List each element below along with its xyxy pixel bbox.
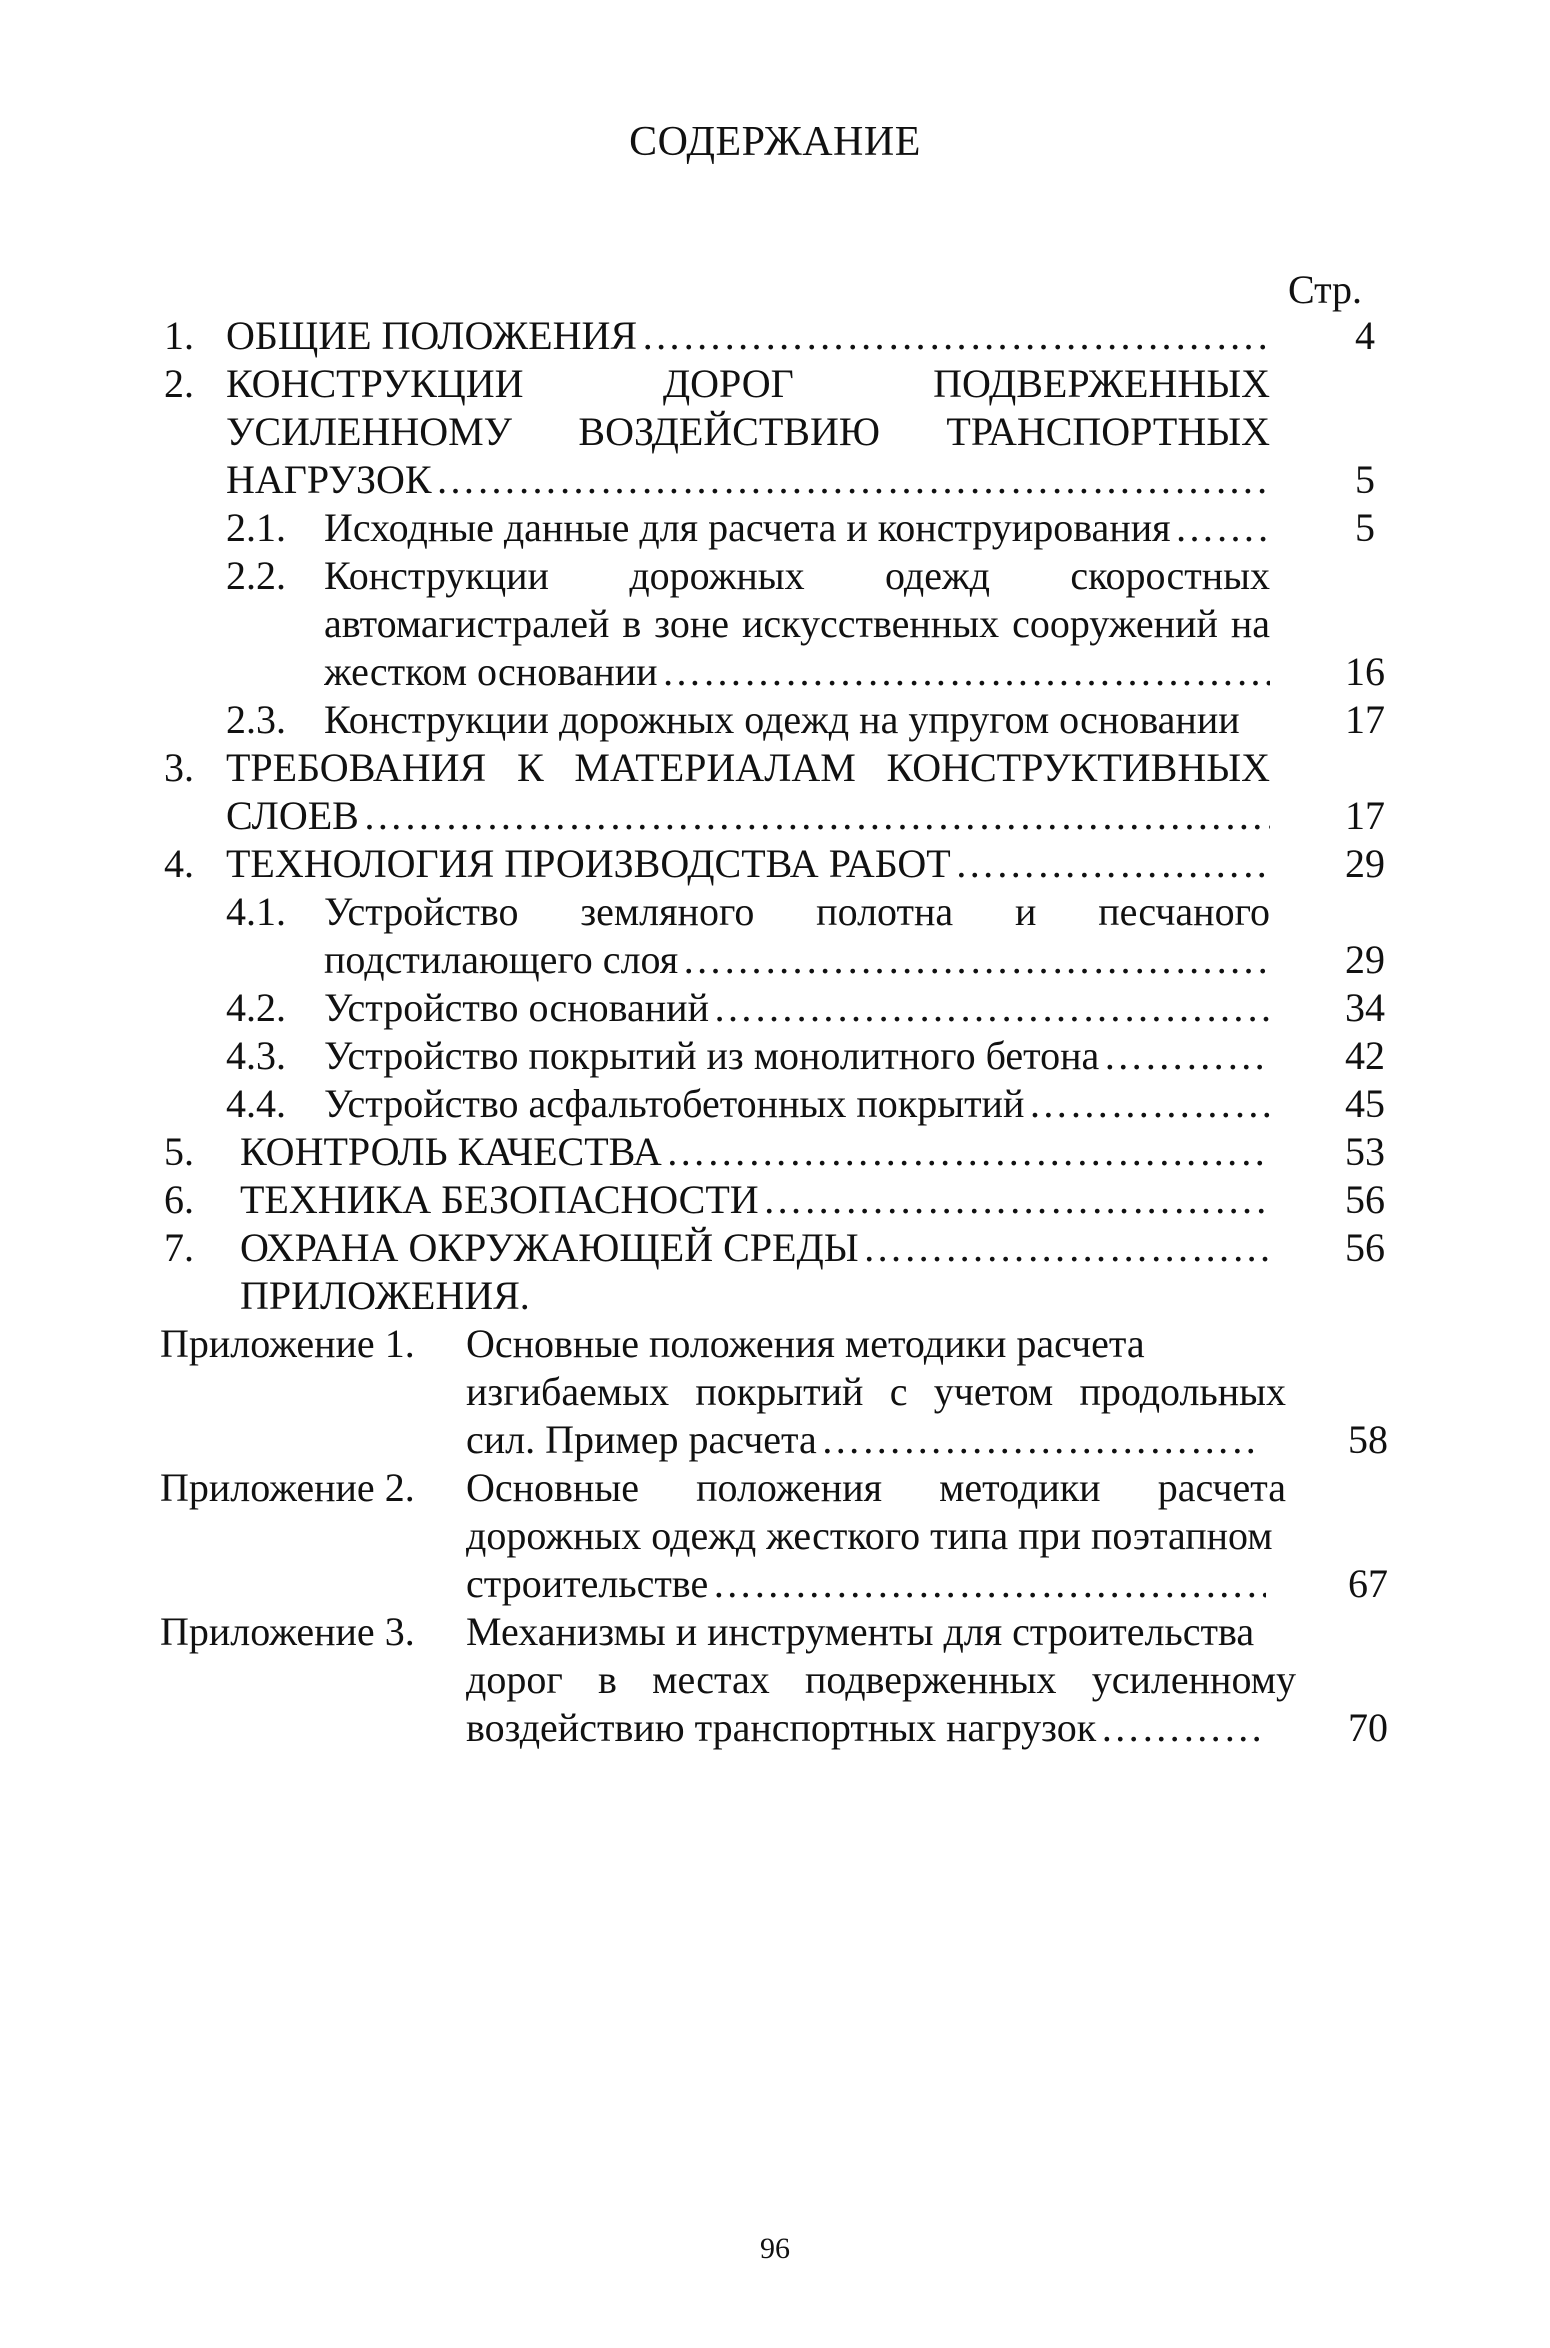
toc-item-2-label-end: НАГРУЗОК [226, 457, 432, 502]
appendix-3-label-end: воздействию транспортных нагрузок [466, 1705, 1097, 1750]
toc-item-4-number: 4. [164, 841, 194, 886]
toc-item-4-1-number: 4.1. [226, 889, 286, 934]
toc-item-5[interactable] [240, 1128, 1270, 1176]
toc-item-2-page: 5 [1355, 457, 1375, 502]
toc-item-1[interactable] [226, 312, 1270, 360]
toc-item-4-4-number: 4.4. [226, 1081, 286, 1126]
toc-item-2-3-number: 2.3. [226, 697, 286, 742]
toc-item-5-number: 5. [164, 1129, 194, 1174]
toc-item-1-page: 4 [1355, 313, 1375, 358]
toc-item-4-4-page: 45 [1345, 1081, 1385, 1126]
leader-dots [709, 984, 1270, 1032]
leader-dots [1171, 504, 1270, 552]
toc-item-4-2[interactable] [324, 984, 1270, 1032]
toc-item-3-line-1[interactable]: ТРЕБОВАНИЯ К МАТЕРИАЛАМ КОНСТРУКТИВНЫХ [226, 745, 1270, 790]
leader-dots [759, 1176, 1270, 1224]
toc-item-4-2-page: 34 [1345, 985, 1385, 1030]
toc-item-4-1-line-1[interactable]: Устройство земляного полотна и песчаного [324, 889, 1270, 934]
toc-item-4-3-number: 4.3. [226, 1033, 286, 1078]
toc-item-3-label-end: СЛОЕВ [226, 793, 359, 838]
toc-item-2-2-page: 16 [1345, 649, 1385, 694]
leader-dots [817, 1416, 1256, 1464]
toc-item-3-line-2[interactable] [226, 792, 1270, 840]
toc-item-4-3[interactable] [324, 1032, 1270, 1080]
toc-item-3-number: 3. [164, 745, 194, 790]
toc-item-6-page: 56 [1345, 1177, 1385, 1222]
appendix-1-line-3[interactable] [466, 1416, 1256, 1464]
appendix-3-line-1[interactable]: Механизмы и инструменты для строительства [466, 1609, 1255, 1654]
toc-item-2-3-page: 17 [1345, 697, 1385, 742]
appendix-2-line-3[interactable] [466, 1560, 1266, 1608]
leader-dots [678, 936, 1270, 984]
leader-dots [708, 1560, 1266, 1608]
appendix-1-line-2[interactable]: изгибаемых покрытий с учетом продольных [466, 1369, 1286, 1414]
appendix-1-label: Приложение 1. [160, 1321, 415, 1366]
leader-dots [658, 648, 1270, 696]
appendices-heading[interactable]: ПРИЛОЖЕНИЯ. [240, 1273, 530, 1318]
leader-dots [432, 456, 1270, 504]
appendix-1-label-end: сил. Пример расчета [466, 1417, 817, 1462]
page-number-footer: 96 [760, 2232, 790, 2265]
toc-item-2-2-line-3[interactable] [324, 648, 1270, 696]
leader-dots [1099, 1032, 1270, 1080]
appendix-3-page: 70 [1348, 1705, 1388, 1750]
toc-item-2-2-line-2[interactable]: автомагистралей в зоне искусственных сооружений на [324, 601, 1270, 646]
toc-item-1-label: ОБЩИЕ ПОЛОЖЕНИЯ [226, 313, 638, 358]
toc-item-4-3-label: Устройство покрытий из монолитного бетона [324, 1033, 1100, 1078]
toc-item-2-2-line-1[interactable]: Конструкции дорожных одежд скоростных [324, 553, 1270, 598]
toc-item-4-1-page: 29 [1345, 937, 1385, 982]
page-column-header: Стр. [1287, 267, 1363, 312]
toc-item-2-line-1[interactable]: КОНСТРУКЦИИ ДОРОГ ПОДВЕРЖЕННЫХ [226, 361, 1270, 406]
toc-item-1-number: 1. [164, 313, 194, 358]
toc-item-7-page: 56 [1345, 1225, 1385, 1270]
toc-item-7-label: ОХРАНА ОКРУЖАЮЩЕЙ СРЕДЫ [240, 1225, 859, 1270]
appendix-1-line-1[interactable]: Основные положения методики расчета [466, 1321, 1145, 1366]
toc-item-2-line-3[interactable] [226, 456, 1270, 504]
toc-item-5-label: КОНТРОЛЬ КАЧЕСТВА [240, 1129, 662, 1174]
appendix-2-label: Приложение 2. [160, 1465, 415, 1510]
toc-item-7[interactable] [240, 1224, 1270, 1272]
toc-item-2-1[interactable] [324, 504, 1270, 552]
appendix-2-line-2[interactable]: дорожных одежд жесткого типа при поэтапном [466, 1513, 1273, 1558]
toc-item-4-3-page: 42 [1345, 1033, 1385, 1078]
toc-item-5-page: 53 [1345, 1129, 1385, 1174]
toc-item-6-label: ТЕХНИКА БЕЗОПАСНОСТИ [240, 1177, 759, 1222]
leader-dots [1024, 1080, 1270, 1128]
leader-dots [359, 792, 1270, 840]
toc-item-2-2-number: 2.2. [226, 553, 286, 598]
leader-dots [662, 1128, 1270, 1176]
page-title: СОДЕРЖАНИЕ [629, 119, 921, 165]
toc-item-3-page: 17 [1345, 793, 1385, 838]
leader-dots [637, 312, 1270, 360]
toc-item-7-number: 7. [164, 1225, 194, 1270]
toc-item-4[interactable] [226, 840, 1270, 888]
toc-item-2-1-page: 5 [1355, 505, 1375, 550]
toc-item-6-number: 6. [164, 1177, 194, 1222]
appendix-2-line-1[interactable]: Основные положения методики расчета [466, 1465, 1286, 1510]
toc-item-4-2-number: 4.2. [226, 985, 286, 1030]
toc-item-2-2-label-end: жестком основании [324, 649, 658, 694]
toc-item-6[interactable] [240, 1176, 1270, 1224]
appendix-2-page: 67 [1348, 1561, 1388, 1606]
toc-item-4-4[interactable] [324, 1080, 1270, 1128]
toc-item-4-1-line-2[interactable] [324, 936, 1270, 984]
appendix-2-label-end: строительстве [466, 1561, 709, 1606]
toc-item-4-1-label-end: подстилающего слоя [324, 937, 679, 982]
toc-item-4-page: 29 [1345, 841, 1385, 886]
toc-item-2-number: 2. [164, 361, 194, 406]
toc-item-4-2-label: Устройство оснований [324, 985, 709, 1030]
toc-item-4-4-label: Устройство асфальтобетонных покрытий [324, 1081, 1025, 1126]
appendix-1-page: 58 [1348, 1417, 1388, 1462]
toc-item-2-1-number: 2.1. [226, 505, 286, 550]
leader-dots [951, 840, 1270, 888]
appendix-3-label: Приложение 3. [160, 1609, 415, 1654]
toc-item-4-label: ТЕХНОЛОГИЯ ПРОИЗВОДСТВА РАБОТ [226, 841, 951, 886]
toc-item-2-line-2[interactable]: УСИЛЕННОМУ ВОЗДЕЙСТВИЮ ТРАНСПОРТНЫХ [226, 409, 1270, 454]
appendix-3-line-2[interactable]: дорог в местах подверженных усиленному [466, 1657, 1296, 1702]
toc-item-2-1-label: Исходные данные для расчета и конструирования [324, 505, 1171, 550]
leader-dots [859, 1224, 1270, 1272]
toc-item-2-3[interactable]: Конструкции дорожных одежд на упругом основании [324, 697, 1240, 742]
appendix-3-line-3[interactable] [466, 1704, 1266, 1752]
leader-dots [1096, 1704, 1266, 1752]
